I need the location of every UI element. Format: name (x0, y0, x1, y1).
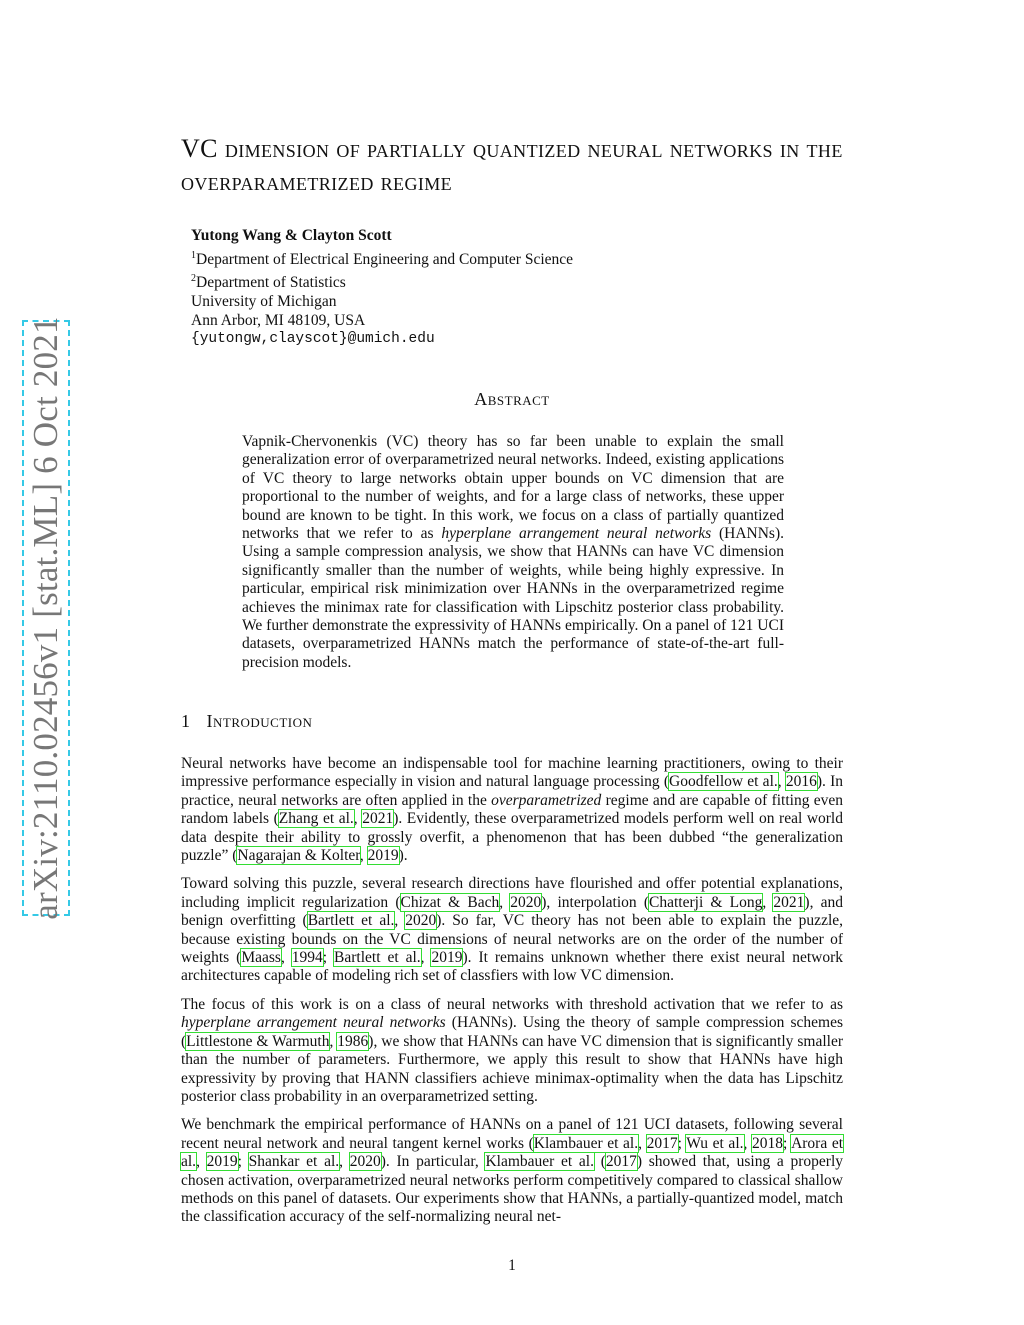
paragraph-3: The focus of this work is on a class of neural networks with threshold activation that we refer to as hyperplane arrangement neural networks (HANNs). Using the theory of sample compression schemes (Littlestone & Warmuth, 1986), we show that HANNs can have VC dimension that is significantly smaller than the number of parameters. Furthermore, we apply this result to show that HANNs have high expressivity by proving that HANN classifiers achieve minimax-optimality when the data has Lipschitz posterior class probability in an overparametrized setting. (181, 995, 843, 1105)
citation-link[interactable]: Littlestone & Warmuth (186, 1032, 330, 1050)
citation-link[interactable]: 2017 (605, 1153, 637, 1171)
body-text (181, 755, 843, 1237)
citation-link[interactable]: 2021 (773, 893, 805, 911)
section-heading (181, 711, 312, 732)
citation-link[interactable]: Maass (241, 949, 281, 967)
citation-link[interactable]: Wu et al. (686, 1134, 744, 1152)
citation-link[interactable]: Chizat & Bach (400, 893, 500, 911)
paragraph-2: Toward solving this puzzle, several research directions have flourished and offer potential explanations, including implicit regularization (Chizat & Bach, 2020), interpolation (Chatterji & Long, 2021), and benign overfitting (Bartlett et al., 2020). So far, VC theory has not been able to explain the puzzle, because existing bounds on the VC dimensions of neural networks are on the order of the number of weights (Maass, 1994; Bartlett et al., 2019). It remains unknown whether there exist neural network architectures capable of modeling rich set of classfiers with low VC dimension. (181, 875, 844, 985)
citation-link[interactable]: 2020 (510, 893, 542, 911)
citation-link[interactable]: Zhang et al. (278, 810, 354, 828)
paragraph-4: We benchmark the empirical performance of HANNs on a panel of 121 UCI datasets, following several recent neural network and neural tangent kernel works (Klambauer et al., 2017; Wu et al., 2018; Arora et al., 2019; Shankar et al., 2020). In particular, Klambauer et al. (2017) showed that, using a properly chosen activation, overparametrized neural networks perform competitively compared to classical shallow methods on this panel of datasets. Our experiments show that HANNs, a partially-quantized model, match the classification accuracy of the self-normalizing neural net- (181, 1116, 844, 1226)
affiliation-address: Ann Arbor, MI 48109, USA (191, 312, 366, 330)
author-names-text: Yutong Wang & Clayton Scott (191, 227, 392, 244)
citation-link[interactable]: Bartlett et al. (334, 949, 421, 967)
citation-link[interactable]: 1986 (337, 1032, 369, 1050)
citation-link[interactable]: Klambauer et al. (485, 1153, 594, 1171)
citation-link[interactable]: 2020 (349, 1153, 381, 1171)
citation-link[interactable]: Bartlett et al. (307, 912, 395, 930)
author-block (191, 226, 791, 349)
paper-title-text: VC dimension of partially quantized neural networks in the overparametrized regime (181, 134, 843, 196)
paragraph-1: Neural networks have become an indispensable tool for machine learning practitioners, owing to their impressive performance especially in vision and natural language processing (Goodfellow et al., 2016). In practice, neural networks are often applied in the overparametrized regime and are capable of fitting even random labels (Zhang et al., 2021). Evidently, these overparametrized models perform well on real world data despite their ability to grossly overfit, a phenomenon that has been dubbed “the generalization puzzle” (Nagarajan & Kolter, 2019). (181, 755, 843, 865)
citation-link[interactable]: 2021 (362, 810, 394, 828)
citation-link[interactable]: 1994 (291, 949, 323, 967)
citation-link[interactable]: Chatterji & Long (649, 893, 763, 911)
citation-link[interactable]: 2016 (785, 773, 817, 791)
author-email[interactable]: {yutongw,clayscot}@umich.edu (191, 331, 435, 348)
arxiv-id: arXiv:2110.02456v1 [stat.ML] 6 Oct 2021 (26, 316, 65, 920)
citation-link[interactable]: Klambauer et al. (533, 1134, 639, 1152)
citation-link[interactable]: Arora et al. (181, 1134, 844, 1171)
citation-link[interactable]: Shankar et al. (248, 1153, 340, 1171)
citation-link[interactable]: Nagarajan & Kolter (237, 847, 360, 865)
section-number: 1 (181, 711, 191, 731)
section-title: Introduction (206, 711, 313, 731)
citation-link[interactable]: 2017 (646, 1134, 678, 1152)
abstract-text: Vapnik-Chervonenkis (VC) theory has so far been unable to explain the small generalization error of overparametrized neural networks. Indeed, existing applications of VC theory to large networks obtain upper bounds on VC dimension that are proportional to the number of weights, and for a large class of networks, these upper bound are known to be tight. In this work, we focus on a class of partially quantized networks that we refer to as hyperplane arrangement neural networks (HANNs). Using a sample compression analysis, we show that HANNs can have VC dimension significantly smaller than the number of weights, while being highly expressive. In particular, empirical risk minimization over HANNs in the overparametrized regime achieves the minimax rate for classification with Lipschitz posterior class probability. We further demonstrate the expressivity of HANNs empirically. On a panel of 121 UCI datasets, overparametrized HANNs match the performance of state-of-the-art full-precision models. (242, 433, 784, 671)
affiliation-university: University of Michigan (191, 293, 337, 311)
citation-link[interactable]: Goodfellow et al. (669, 773, 778, 791)
citation-link[interactable]: 2018 (752, 1134, 783, 1152)
citation-link[interactable]: 2019 (206, 1153, 238, 1171)
citation-link[interactable]: 2019 (431, 949, 463, 967)
paper-title (181, 132, 861, 198)
affiliation-2: $^2$Department of Statistics (191, 273, 346, 292)
author-names (191, 226, 791, 245)
affiliation-1: $^1$Department of Electrical Engineering and Computer Science (191, 250, 574, 269)
abstract-heading: Abstract (474, 389, 550, 409)
citation-link[interactable]: 2020 (405, 912, 437, 930)
page-number: 1 (508, 1257, 516, 1274)
citation-link[interactable]: 2019 (367, 847, 399, 865)
